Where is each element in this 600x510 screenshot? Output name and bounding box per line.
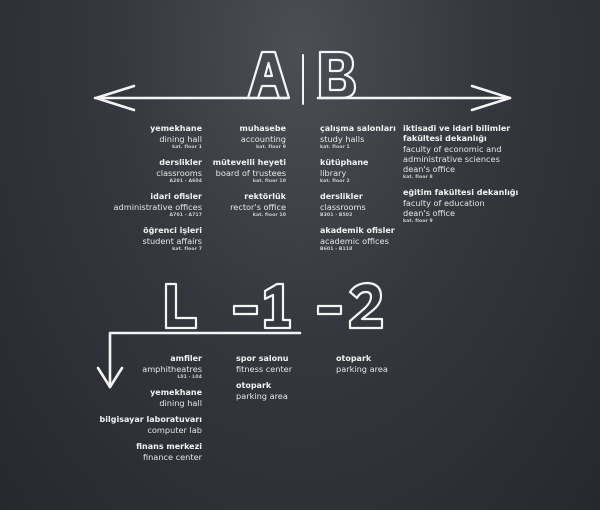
item-subtitle: amphitheatres	[142, 364, 202, 374]
item-floor: kat. floor 1	[320, 145, 350, 150]
item-title: rektörlük	[244, 192, 286, 201]
list-item	[236, 381, 316, 401]
list-item	[60, 124, 202, 151]
item-title: finans merkezi	[136, 442, 202, 451]
item-subtitle: administrative offices	[113, 202, 202, 212]
item-subtitle: board of trustees	[215, 168, 286, 178]
item-floor: A701 - A717	[169, 213, 202, 218]
item-title: kütüphane	[320, 158, 369, 167]
list-item	[60, 192, 202, 219]
item-floor: kat. floor 10	[252, 179, 286, 184]
column-a-right	[196, 124, 286, 226]
item-title: fakültesi dekanlığı	[403, 134, 487, 143]
item-subtitle: library	[320, 168, 347, 178]
sign-minus-two	[318, 283, 382, 328]
list-item	[95, 442, 202, 462]
item-subtitle: parking area	[236, 391, 288, 401]
item-title: iktisadi ve idari bilimler	[403, 124, 511, 133]
list-item	[320, 192, 402, 219]
item-floor: A201 - A604	[169, 179, 202, 184]
item-subtitle: fitness center	[236, 364, 293, 374]
list-item	[60, 226, 202, 253]
item-subtitle: classrooms	[156, 168, 202, 178]
item-subtitle: academic offices	[320, 236, 389, 246]
item-floor: B601 - B118	[320, 247, 353, 252]
list-item	[403, 188, 525, 225]
item-title: otopark	[236, 381, 272, 390]
item-floor: B301 - B502	[320, 213, 353, 218]
list-item	[320, 158, 402, 185]
item-subtitle: dean's office	[403, 164, 456, 174]
item-floor: kat. floor 7	[172, 247, 202, 252]
list-item	[236, 354, 316, 374]
column-b-right	[403, 124, 525, 232]
item-title: yemekhane	[150, 388, 202, 397]
item-title: spor salonu	[236, 354, 289, 363]
item-title: otopark	[336, 354, 372, 363]
list-item	[196, 192, 286, 219]
item-title: akademik ofisler	[320, 226, 395, 235]
column-minus-two	[336, 354, 416, 381]
item-subtitle: administrative sciences	[403, 154, 500, 164]
item-subtitle: dining hall	[159, 134, 202, 144]
list-item	[95, 415, 202, 435]
item-floor: kat. floor 9	[403, 219, 433, 224]
list-item	[320, 124, 402, 151]
column-minus-one	[236, 354, 316, 408]
list-item	[196, 124, 286, 151]
item-title: bilgisayar laboratuvarı	[99, 415, 202, 424]
item-title: amfiler	[170, 354, 202, 363]
item-subtitle: study halls	[320, 134, 365, 144]
item-title: yemekhane	[150, 124, 202, 133]
item-subtitle: student affairs	[142, 236, 202, 246]
item-floor: kat. floor 8	[403, 175, 433, 180]
item-subtitle: parking area	[336, 364, 388, 374]
item-floor: kat. floor 10	[252, 213, 286, 218]
list-item	[95, 388, 202, 408]
item-title: derslikler	[320, 192, 363, 201]
list-item	[320, 226, 402, 253]
item-title: idari ofisler	[150, 192, 202, 201]
item-title: derslikler	[159, 158, 202, 167]
item-title: öğrenci işleri	[143, 226, 202, 235]
item-title: çalışma salonları	[320, 124, 396, 133]
item-subtitle: classrooms	[320, 202, 366, 212]
item-subtitle: computer lab	[147, 425, 202, 435]
list-item	[196, 158, 286, 185]
column-a-left	[60, 124, 202, 260]
item-title: mütevelli heyeti	[212, 158, 286, 167]
sign-minus-one	[234, 284, 290, 328]
item-floor: kat. floor 1	[172, 145, 202, 150]
list-item	[60, 158, 202, 185]
list-item	[403, 124, 525, 181]
item-subtitle: faculty of education	[403, 198, 485, 208]
item-subtitle: dean's office	[403, 208, 456, 218]
item-floor: kat. floor 2	[320, 179, 350, 184]
item-floor: L01 - L04	[177, 375, 202, 380]
item-subtitle: finance center	[142, 452, 202, 462]
list-item	[95, 354, 202, 381]
sign-letter-a	[248, 52, 289, 98]
item-title: muhasebe	[239, 124, 286, 133]
item-subtitle: accounting	[240, 134, 286, 144]
item-subtitle: faculty of economic and	[403, 144, 502, 154]
item-subtitle: dining hall	[159, 398, 202, 408]
list-item	[336, 354, 416, 374]
item-subtitle: rector's office	[230, 202, 286, 212]
column-b-left	[320, 124, 402, 260]
column-l	[95, 354, 202, 469]
item-floor: kat. floor 9	[256, 145, 286, 150]
sign-letter-b	[320, 52, 355, 98]
item-title: eğitim fakültesi dekanlığı	[403, 188, 519, 197]
sign-letter-l	[166, 284, 196, 328]
